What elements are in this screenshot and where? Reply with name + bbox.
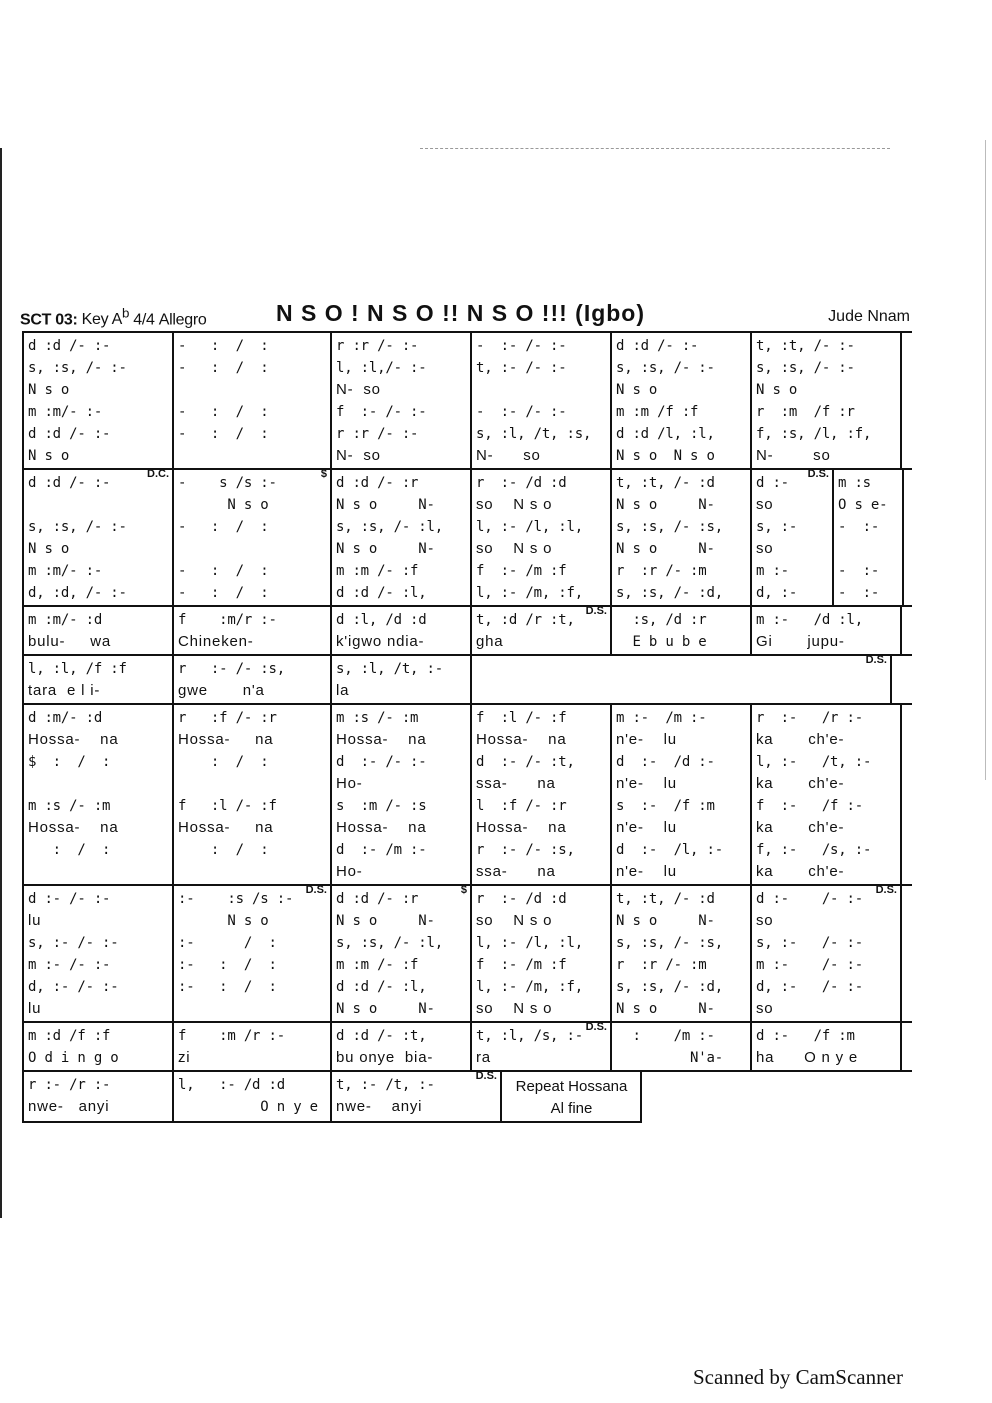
solfa-line: r :r /- :m (616, 957, 707, 973)
solfa-line: f :- /m :f (476, 957, 567, 973)
solfa-line (178, 445, 327, 467)
solfa-line: r :- /d :d (476, 475, 567, 491)
solfa-line: d :- /- :- (336, 754, 427, 770)
lyric-line: ka ch'e- (756, 863, 845, 880)
score-measure (332, 1072, 502, 1121)
score-measure (472, 886, 612, 1021)
lyric-line: N- so (476, 447, 541, 464)
solfa-line: s, :s, /- :d, (616, 585, 723, 601)
solfa-line: f :l /- :f (476, 710, 567, 726)
lyric-line: ka ch'e- (756, 775, 845, 792)
segno-mark: $ (320, 470, 327, 480)
lyric-line: Hossa- na (178, 819, 274, 836)
solfa-line (178, 379, 327, 401)
repeat-mark: D.S. (585, 607, 607, 617)
lyric-line: nwe- anyi (336, 1098, 423, 1115)
solfa-line (178, 861, 327, 883)
solfa-line: t, :t, /- :d (616, 891, 715, 907)
solfa-line: s, :l, /t, :s, (476, 426, 592, 442)
lyric-line: n'e- lu (616, 819, 677, 836)
solfa-line: $ : / : (28, 754, 111, 770)
score-measure (24, 470, 174, 605)
lyric-line: so N s o (476, 496, 553, 513)
lyric-line: lu (28, 912, 42, 929)
solfa-line: t, :l, /s, :- (476, 1028, 583, 1044)
lyric-line: N- so (336, 447, 381, 464)
solfa-line: d :l, /d :d (336, 612, 427, 628)
lyric-line: gha (476, 633, 504, 650)
repeat-mark: D.S. (305, 886, 327, 896)
solfa-line: l :f /- :r (476, 798, 567, 814)
solfa-line: : / : (28, 842, 111, 858)
lyric-line: so (756, 540, 774, 557)
score-measure (24, 1023, 174, 1070)
lyric-line: ha O n y e (756, 1049, 859, 1066)
score-measure (332, 705, 472, 884)
solfa-line: t, :d /r :t, (476, 612, 575, 628)
solfa-line: m :m /- :f (336, 563, 419, 579)
lyric-line: bulu- wa (28, 633, 111, 650)
scan-artifact-line (420, 148, 890, 150)
solfa-line: N s o N- (336, 497, 435, 513)
solfa-line: d, :d, /- :- (28, 585, 127, 601)
solfa-line: d :d /l, :l, (616, 426, 715, 442)
score-measure (752, 886, 902, 1021)
repeat-mark: D.S. (807, 470, 829, 480)
solfa-line: - :- (838, 563, 880, 579)
solfa-line: d :- /- :- (756, 891, 863, 907)
score-measure (472, 656, 892, 703)
solfa-line: r :- /- :s, (178, 661, 285, 677)
lyric-line: Ho- (336, 775, 363, 792)
solfa-line: m :- (756, 563, 789, 579)
solfa-line: - : / : (178, 519, 269, 535)
lyric-line: ka ch'e- (756, 819, 845, 836)
solfa-line: m :d /f :f (28, 1028, 111, 1044)
lyric-line: so (756, 496, 774, 513)
solfa-line: r :r /- :- (336, 338, 419, 354)
score-measure (332, 607, 472, 654)
solfa-line: l, :- /l, :l, (476, 519, 583, 535)
score-measure (24, 656, 174, 703)
solfa-line: s, :s, /- :l, (336, 519, 443, 535)
solfa-line: :- : / : (178, 979, 277, 995)
solfa-line: r :- /r :- (28, 1077, 111, 1093)
lyric-line: Hossa- na (336, 731, 427, 748)
solfa-line: - : / : (178, 360, 269, 376)
solfa-line: m :- /m :- (616, 710, 707, 726)
score-measure (174, 1072, 332, 1121)
lyric-line: Ho- (336, 863, 363, 880)
lyric-line: Hossa- na (28, 731, 119, 748)
repeat-instruction: Al fine (550, 1100, 593, 1117)
score-measure (612, 1023, 752, 1070)
score-measure (174, 470, 332, 605)
solfa-line: N s o (178, 497, 269, 513)
solfa-line: d :- /m :- (336, 842, 427, 858)
segno-mark: $ (460, 886, 467, 896)
solfa-line: N s o N- (336, 913, 435, 929)
solfa-line: - : / : (178, 563, 269, 579)
solfa-line: N s o (756, 382, 798, 398)
solfa-line: s, :s, /- :- (28, 360, 127, 376)
solfa-line: d :d /- :- (616, 338, 699, 354)
score-measure (752, 470, 834, 605)
solfa-line: d :d /- :r (336, 475, 419, 491)
page-edge-right (985, 140, 986, 780)
solfa-line (28, 861, 169, 883)
solfa-line: s :m /- :s (336, 798, 427, 814)
solfa-line: d :d /- :- (28, 475, 111, 491)
lyric-line: N- so (336, 381, 381, 398)
solfa-line (476, 680, 887, 702)
solfa-line (178, 773, 327, 795)
solfa-line: f :m /r :- (178, 1028, 285, 1044)
solfa-line: E b u b e (616, 634, 707, 650)
score-system (22, 1072, 642, 1123)
solfa-line: N s o N- (336, 1001, 435, 1017)
solfa-line: N s o (28, 448, 70, 464)
solfa-line: N s o N s o (616, 448, 715, 464)
solfa-line: t, :- /t, :- (336, 1077, 435, 1093)
solfa-line: s, :l, /t, :- (336, 661, 443, 677)
solfa-line: t, :t, /- :d (616, 475, 715, 491)
solfa-line: d, :- /- :- (28, 979, 119, 995)
solfa-line: d :- (756, 475, 789, 491)
solfa-line: d :m/- :d (28, 710, 103, 726)
lyric-line: so N s o (476, 1000, 553, 1017)
lyric-line: n'e- lu (616, 731, 677, 748)
lyric-line: so (756, 912, 774, 929)
lyric-line: ssa- na (476, 775, 556, 792)
solfa-line: - : / : (178, 585, 269, 601)
solfa-line: l, :- /l, :l, (476, 935, 583, 951)
solfa-line: d :- /d :- (616, 754, 715, 770)
solfa-line: N s o (28, 382, 70, 398)
solfa-line: r :f /- :r (178, 710, 277, 726)
lyric-line: N- so (756, 447, 831, 464)
solfa-line: m :m/- :- (28, 563, 103, 579)
lyric-line: Hossa- na (336, 819, 427, 836)
solfa-line: - :- /- :- (476, 338, 567, 354)
lyric-line: Gi jupu- (756, 633, 845, 650)
solfa-line: m :s (838, 475, 871, 491)
score-measure (472, 705, 612, 884)
score-measure (472, 607, 612, 654)
score-measure (612, 333, 752, 468)
solfa-line: l, :- /t, :- (756, 754, 872, 770)
score-measure (472, 333, 612, 468)
solfa-line: l, :- /m, :f, (476, 979, 583, 995)
score-measure (24, 705, 174, 884)
repeat-mark: D.S. (585, 1023, 607, 1033)
solfa-line: :- :s /s :- (178, 891, 294, 907)
scanner-watermark: Scanned by CamScanner (693, 1365, 903, 1389)
score-measure (612, 470, 752, 605)
solfa-line: r :r /- :m (616, 563, 707, 579)
score-title: N S O ! N S O !! N S O !!! (Igbo) (276, 300, 646, 326)
solfa-line: l, :- /m, :f, (476, 585, 583, 601)
solfa-line: O d i n g o (28, 1050, 119, 1066)
solfa-line: O s e- (838, 497, 888, 513)
score-measure (752, 705, 902, 884)
solfa-line: m :m/- :d (28, 612, 103, 628)
score-measure (24, 333, 174, 468)
score-measure (472, 1023, 612, 1070)
score-system (22, 607, 912, 656)
lyric-line: so (756, 1000, 774, 1017)
score-measure (24, 1072, 174, 1121)
solfa-line: N s o N- (336, 541, 435, 557)
solfa-line (476, 379, 607, 401)
score-measure (752, 1023, 902, 1070)
score-measure (612, 607, 752, 654)
solfa-line: - :- (838, 585, 880, 601)
solfa-line: s, :s, /- :- (28, 519, 127, 535)
solfa-line: d, :- /- :- (756, 979, 863, 995)
solfa-line: : /m :- (616, 1028, 715, 1044)
lyric-line: n'e- lu (616, 775, 677, 792)
lyric-line: zi (178, 1049, 191, 1066)
composer-name: Jude Nnam (828, 308, 910, 325)
score-measure (752, 607, 902, 654)
score-measure (24, 607, 174, 654)
solfa-line: - s /s :- (178, 475, 277, 491)
solfa-line: r :- /r :- (756, 710, 863, 726)
solfa-line: N s o N- (616, 913, 715, 929)
solfa-line (476, 658, 887, 680)
solfa-line: :- : / : (178, 957, 277, 973)
solfa-line: m :m /f :f (616, 404, 699, 420)
solfa-line: d :d /- :l, (336, 979, 427, 995)
solfa-line: s, :s, /- :s, (616, 935, 723, 951)
lyric-line: so N s o (476, 912, 553, 929)
score-measure (612, 886, 752, 1021)
score-measure (834, 470, 904, 605)
solfa-line: O n y e (178, 1099, 318, 1115)
solfa-line (838, 538, 899, 560)
score-measure (332, 886, 472, 1021)
score-measure (332, 470, 472, 605)
solfa-line: s, :s, /- :- (756, 360, 855, 376)
score-measure (332, 333, 472, 468)
score-measure (472, 470, 612, 605)
score-system (22, 1023, 912, 1072)
solfa-line: f, :s, /l, :f, (756, 426, 872, 442)
repeat-instruction: Repeat Hossana (515, 1078, 628, 1095)
lyric-line: Hossa- na (178, 731, 274, 748)
solfa-line: N s o (28, 541, 70, 557)
solfa-line (28, 773, 169, 795)
solfa-line: m :s /- :m (28, 798, 111, 814)
solfa-line: s :- /f :m (616, 798, 715, 814)
solfa-line: m :m /- :f (336, 957, 419, 973)
solfa-score-table (22, 331, 912, 1123)
solfa-line: f, :- /s, :- (756, 842, 872, 858)
solfa-line: l, :l, /f :f (28, 661, 127, 677)
score-key: Key $A^b$ (81, 306, 130, 329)
score-measure (502, 1072, 642, 1121)
lyric-line: tara e l i- (28, 682, 101, 699)
lyric-line: la (336, 682, 350, 699)
lyric-line: ra (476, 1049, 491, 1066)
solfa-line: r :m /f :r (756, 404, 855, 420)
solfa-line: :- / : (178, 935, 277, 951)
score-measure (174, 333, 332, 468)
score-measure (174, 1023, 332, 1070)
solfa-line: s, :s, /- :- (616, 360, 715, 376)
score-measure (332, 1023, 472, 1070)
repeat-mark: D.S. (475, 1072, 497, 1082)
solfa-line: - : / : (178, 404, 269, 420)
solfa-line: N s o N- (616, 497, 715, 513)
solfa-line: N s o (616, 382, 658, 398)
score-measure (174, 886, 332, 1021)
solfa-line: - : / : (178, 338, 269, 354)
time-signature: 4/4 (133, 311, 155, 329)
score-system (22, 656, 912, 705)
lyric-line: n'e- lu (616, 863, 677, 880)
solfa-line: r :- /- :s, (476, 842, 575, 858)
solfa-line: d :d /- :- (28, 426, 111, 442)
lyric-line: k'igwo ndia- (336, 633, 425, 650)
solfa-line: - :- (838, 519, 880, 535)
solfa-line: : / : (178, 754, 269, 770)
solfa-line (178, 998, 327, 1020)
score-meta (20, 306, 206, 329)
lyric-line: lu (28, 1000, 42, 1017)
solfa-line: f :- /f :- (756, 798, 863, 814)
solfa-line: d :- /l, :- (616, 842, 723, 858)
lyric-line: Hossa- na (476, 731, 567, 748)
solfa-line: d :- /f :m (756, 1028, 855, 1044)
repeat-mark: D.S. (865, 656, 887, 666)
solfa-line: d :d /- :r (336, 891, 419, 907)
solfa-line: s, :s, /- :l, (336, 935, 443, 951)
score-measure (24, 886, 174, 1021)
solfa-line: N s o (178, 913, 269, 929)
lyric-line: nwe- anyi (28, 1098, 110, 1115)
repeat-mark: D.C. (147, 470, 169, 480)
solfa-line: d :- /- :- (28, 891, 111, 907)
solfa-line: f :l /- :f (178, 798, 277, 814)
score-code: SCT 03: (20, 311, 78, 329)
score-system (22, 331, 912, 470)
solfa-line (178, 538, 327, 560)
solfa-line: d :- /- :t, (476, 754, 575, 770)
solfa-line: s, :- /- :- (28, 935, 119, 951)
solfa-line: d :d /- :l, (336, 585, 427, 601)
solfa-line: : / : (178, 842, 269, 858)
score-measure (752, 333, 902, 468)
score-system (22, 705, 912, 886)
tempo-marking: Allegro (158, 311, 207, 329)
solfa-line: - :- /- :- (476, 404, 567, 420)
score-measure (174, 656, 332, 703)
solfa-line: l, :l,/- :- (336, 360, 427, 376)
score-measure (174, 705, 332, 884)
solfa-line: t, :- /- :- (476, 360, 567, 376)
solfa-line: - : / : (178, 426, 269, 442)
solfa-line: t, :t, /- :- (756, 338, 855, 354)
solfa-line: l, :- /d :d (178, 1077, 285, 1093)
solfa-line (28, 494, 169, 516)
solfa-line: f :m/r :- (178, 612, 277, 628)
lyric-line: Chineken- (178, 633, 254, 650)
solfa-line: m :s /- :m (336, 710, 419, 726)
lyric-line: bu onye bia- (336, 1049, 434, 1066)
solfa-line: m :- /- :- (756, 957, 863, 973)
score-header (20, 300, 910, 330)
lyric-line: Hossa- na (476, 819, 567, 836)
solfa-line: N s o N- (616, 541, 715, 557)
solfa-line: m :- /d :l, (756, 612, 863, 628)
solfa-line: r :r /- :- (336, 426, 419, 442)
key-flat: b (121, 306, 130, 321)
solfa-line: :s, /d :r (616, 612, 707, 628)
score-measure (332, 656, 472, 703)
solfa-line: d :d /- :- (28, 338, 111, 354)
solfa-line: s, :- /- :- (756, 935, 863, 951)
solfa-line: r :- /d :d (476, 891, 567, 907)
lyric-line: Hossa- na (28, 819, 119, 836)
page-edge (0, 148, 2, 1218)
score-measure (174, 607, 332, 654)
lyric-line: ka ch'e- (756, 731, 845, 748)
score-measure (612, 705, 752, 884)
solfa-line: N'a- (616, 1050, 723, 1066)
solfa-line: s, :s, /- :s, (616, 519, 723, 535)
solfa-line: s, :s, /- :d, (616, 979, 723, 995)
lyric-line: ssa- na (476, 863, 556, 880)
solfa-line: f :- /m :f (476, 563, 567, 579)
lyric-line: gwe n'a (178, 682, 265, 699)
score-system (22, 470, 912, 607)
solfa-line: d, :- (756, 585, 798, 601)
solfa-line: m :m/- :- (28, 404, 103, 420)
score-system (22, 886, 912, 1023)
solfa-line: N s o N- (616, 1001, 715, 1017)
solfa-line: m :- /- :- (28, 957, 111, 973)
solfa-line: f :- /- :- (336, 404, 427, 420)
solfa-line: s, :- (756, 519, 798, 535)
repeat-mark: D.S. (875, 886, 897, 896)
solfa-line: d :d /- :t, (336, 1028, 427, 1044)
lyric-line: so N s o (476, 540, 553, 557)
